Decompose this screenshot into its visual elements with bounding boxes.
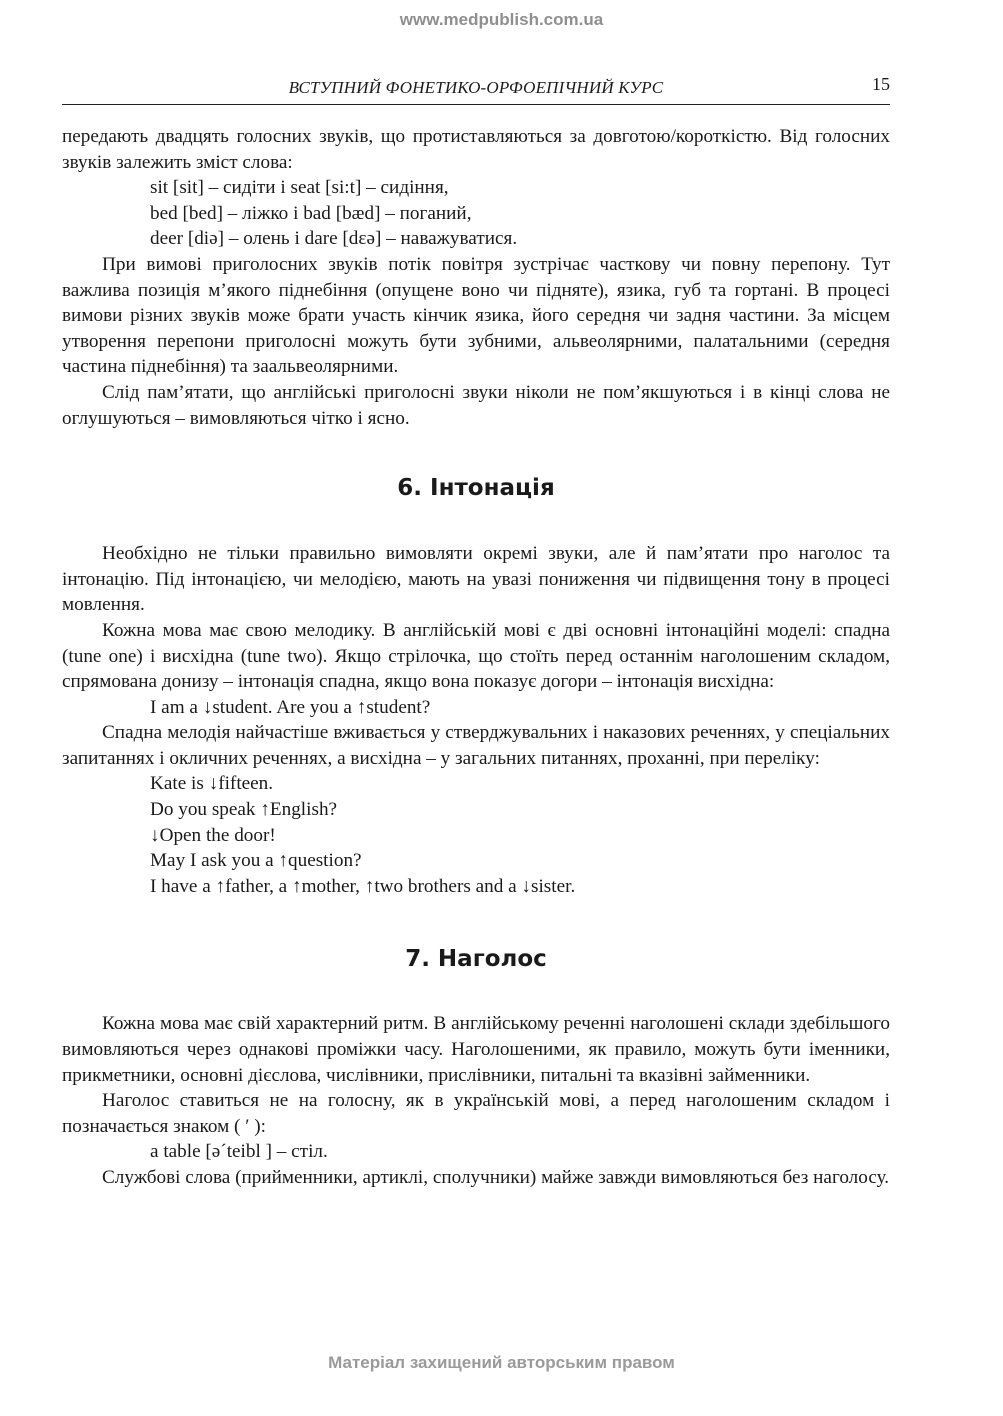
paragraph: Наголос ставиться не на голосну, як в українській мові, а перед наголошеним складом і позначається знаком ( ′ ): (62, 1090, 890, 1137)
paragraph: При вимові приголосних звуків потік повітря зустрічає часткову чи повну перепону. Тут важлива позиція м’якого піднебіння (опущене воно чи підняте), язика, губ та гортані. В процесі вимови різних звуків може брати участь кінчик язика, його середня чи задня частини. За місцем утворення перепони приголосні можуть бути зубними, альвеолярними, палатальними (середня частина піднебіння) та заальвеолярними. (62, 253, 890, 378)
example-line: Do you speak ↑English? (150, 799, 338, 821)
section-heading-stress: 7. Наголос (405, 946, 547, 973)
example-line: ↓Open the door! (150, 824, 276, 846)
running-title: ВСТУПНИЙ ФОНЕТИКО-ОРФОЕПІЧНИЙ КУРС (288, 78, 664, 97)
section-heading-intonation: 6. Інтонація (397, 475, 555, 502)
example-line: deer [diə] – олень і dare [dɛə] – наважуватися. (150, 228, 518, 250)
site-watermark[interactable]: www.medpublish.com.ua (399, 10, 604, 29)
body-text (62, 124, 890, 1191)
paragraph: Кожна мова має свою мелодику. В англійській мові є дві основні інтонаційні моделі: спадна (tune one) і висхідна (tune two). Якщо стрілочка, що стоїть перед останнім наголошеним складом, спрямована донизу – інтонація спадна, якщо вона показує догори – інтонація висхідна: (62, 619, 890, 693)
example-line: bed [bed] – ліжко і bad [bæd] – поганий, (150, 202, 472, 224)
paragraph: Слід пам’ятати, що англійські приголосні звуки ніколи не пом’якшуються і в кінці слова не оглушуються – вимовляються чітко і ясно. (62, 381, 890, 429)
paragraph: Службові слова (прийменники, артиклі, сполучники) майже завжди вимовляються без наголосу. (102, 1167, 890, 1188)
example-line: I am a ↓student. Are you a ↑student? (150, 696, 431, 718)
example-line: a table [ə´teibl ] – стіл. (150, 1141, 328, 1163)
paragraph: Спадна мелодія найчастіше вживається у стверджувальних і наказових реченнях, у спеціальних запитаннях і окличних реченнях, а висхідна – у загальних питаннях, проханні, при переліку: (62, 722, 890, 769)
example-line: I have a ↑father, a ↑mother, ↑two brothers and a ↓sister. (150, 875, 576, 897)
copyright-watermark: Матеріал захищений авторським правом (328, 1353, 675, 1372)
example-line: sit [sit] – сидіти і seat [si:t] – сидіння, (150, 177, 449, 199)
paragraph: передають двадцять голосних звуків, що протиставляються за довготою/короткістю. Від голосних звуків залежить зміст слова: (62, 126, 890, 173)
paragraph: Необхідно не тільки правильно вимовляти окремі звуки, але й пам’ятати про наголос та інтонацію. Під інтонацією, чи мелодією, мають на увазі пониження чи підвищення тону в процесі мовлення. (62, 543, 890, 616)
paragraph: Кожна мова має свій характерний ритм. В англійському реченні наголошені склади здебільшого вимовляються через однакові проміжки часу. Наголошеними, як правило, можуть бути іменники, прикметники, основні дієслова, числівники, прислівники, питальні та вказівні займенники. (62, 1013, 890, 1086)
running-header (62, 70, 890, 105)
page-number: 15 (872, 74, 890, 94)
example-line: May I ask you a ↑question? (150, 850, 362, 872)
example-line: Kate is ↓fifteen. (150, 773, 274, 795)
